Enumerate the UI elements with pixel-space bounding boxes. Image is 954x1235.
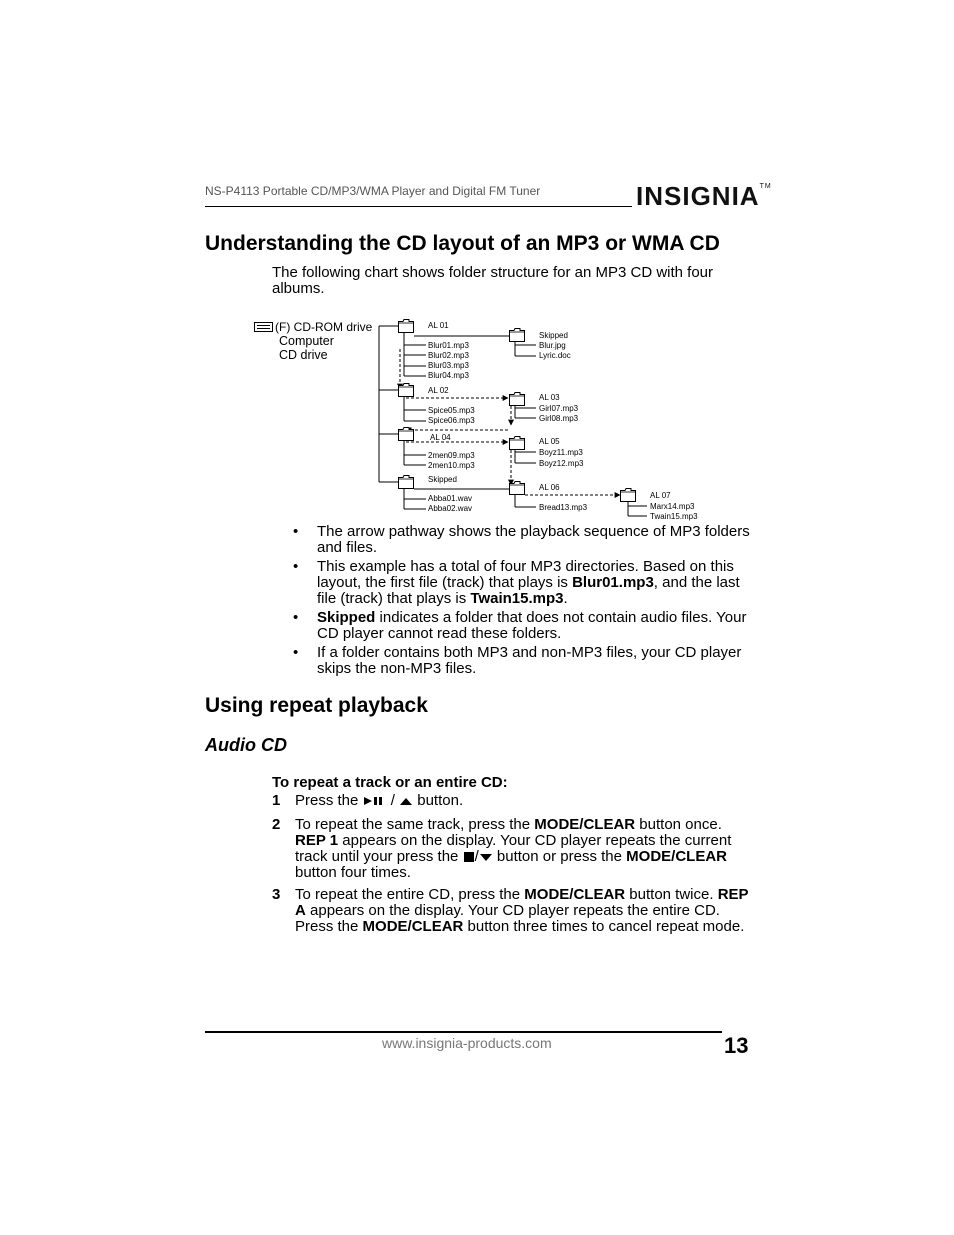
file-label: Marx14.mp3 [650,502,695,511]
bullet-dot: • [293,523,299,540]
computer-label: Computer [279,334,334,348]
mode-clear-term: MODE/CLEAR [524,886,626,903]
step-text: button three times to cancel repeat mode. [463,918,745,935]
bullet-dot: • [293,558,299,575]
bold-term: Twain15.mp3 [470,590,564,607]
page-number: 13 [724,1033,749,1058]
bold-term: Blur01.mp3 [572,574,654,591]
step-text: button. [417,792,464,809]
bullet-dot: • [293,644,299,661]
step-text: button twice. [625,886,718,903]
file-label: Girl08.mp3 [539,414,579,423]
folder-label-al06: AL 06 [539,483,560,492]
step-number: 3 [272,886,281,903]
header-rule [205,206,632,207]
file-label: Blur01.mp3 [428,341,469,350]
step-text: appears on the display. Your CD player repeats the entire CD. Press the [295,902,720,935]
rep1-term: REP 1 [295,832,339,849]
bullet-item [293,645,753,677]
folder-icon-skipped-bottom [399,476,414,489]
step-1 [272,793,752,809]
folder-label-al04: AL 04 [430,433,451,442]
drive-label: (F) CD-ROM drive [275,320,373,334]
step-text: button four times. [295,864,411,881]
folder-label-al02: AL 02 [428,386,449,395]
section-title-cd-layout: Understanding the CD layout of an MP3 or WMA CD [205,232,720,255]
folder-label-al05: AL 05 [539,437,560,446]
repa-term: REP A [295,886,749,919]
brand-logo [636,181,772,212]
file-label: Blur03.mp3 [428,361,469,370]
file-label: Abba01.wav [428,494,473,503]
subsection-title-audio-cd: Audio CD [205,735,287,755]
footer-rule [205,1031,722,1033]
bullet-dot: • [293,609,299,626]
play-pause-icon [363,795,387,807]
notes-bullet-list [293,524,753,680]
file-label: 2men10.mp3 [428,461,475,470]
bullet-text: The arrow pathway shows the playback sequence of MP3 folders and files. [317,523,750,556]
stop-icon [463,851,475,863]
icon-separator: / [474,848,479,865]
cd-drive-label: CD drive [279,348,328,362]
footer-url: www.insignia-products.com [382,1035,552,1051]
bullet-item [293,610,753,642]
folder-label-skipped-top: Skipped [539,331,568,340]
cd-drive-icon [255,323,273,332]
section-title-repeat: Using repeat playback [205,694,428,717]
mode-clear-term: MODE/CLEAR [362,918,464,935]
folder-icon-al02 [399,384,414,397]
folder-icon-al04 [399,428,414,441]
bullet-text: If a folder contains both MP3 and non-MP3 files, your CD player skips the non-MP3 files. [317,644,742,677]
step-text: To repeat the same track, press the [295,816,535,833]
file-label: Blur.jpg [539,341,566,350]
step-number: 2 [272,816,281,833]
folder-icon-skipped-top [510,329,525,342]
file-label: Spice05.mp3 [428,406,475,415]
step-text: appears on the display. Your CD player repeats the current track until your press the [295,832,732,865]
bullet-text: , and the last file (track) that plays is [317,574,740,607]
up-arrow-icon [399,796,413,806]
folder-icon-al03 [510,393,525,406]
step-number: 1 [272,792,281,809]
step-3 [272,887,752,935]
step-2 [272,817,752,881]
bullet-item [293,559,753,607]
file-label: Twain15.mp3 [650,512,698,521]
mode-clear-term: MODE/CLEAR [626,848,728,865]
folder-icon-al06 [510,482,525,495]
file-label: Blur04.mp3 [428,371,469,380]
folder-label-al07: AL 07 [650,491,671,500]
file-label: Boyz11.mp3 [539,448,583,457]
folder-icon-al05 [510,437,525,450]
step-text: button once. [635,816,722,833]
header-product-line: NS-P4113 Portable CD/MP3/WMA Player and Digital FM Tuner [205,184,541,198]
trademark: TM [759,183,772,190]
bullet-text: This example has a total of four MP3 directories. Based on this layout, the first file (track) that plays is [317,558,734,591]
step-text: Press the [295,792,359,809]
file-label: Boyz12.mp3 [539,459,584,468]
file-label: Lyric.doc [539,351,571,360]
mode-clear-term: MODE/CLEAR [534,816,636,833]
file-label: 2men09.mp3 [428,451,475,460]
folder-label-al03: AL 03 [539,393,560,402]
bold-term: Skipped [317,609,376,626]
folder-icon-al01 [399,320,414,333]
bullet-text: . [563,590,568,607]
bullet-item [293,524,753,556]
bullet-text: indicates a folder that does not contain audio files. Your CD player cannot read these folders. [317,609,747,642]
icon-separator: / [390,792,395,809]
step-text: To repeat the entire CD, press the [295,886,525,903]
file-label: Bread13.mp3 [539,503,588,512]
step-text: button or press the [492,848,627,865]
folder-label-al01: AL 01 [428,321,449,330]
file-label: Girl07.mp3 [539,404,579,413]
folder-structure-diagram [250,312,730,524]
procedure-title: To repeat a track or an entire CD: [272,774,508,791]
file-label: Spice06.mp3 [428,416,475,425]
brand-name: INSIGNIA [636,181,760,211]
down-arrow-icon [479,852,493,862]
file-label: Abba02.wav [428,504,473,513]
folder-label-skipped-bottom: Skipped [428,475,457,484]
file-label: Blur02.mp3 [428,351,469,360]
folder-icon-al07 [621,489,636,502]
intro-paragraph: The following chart shows folder structure for an MP3 CD with four albums. [272,264,714,297]
